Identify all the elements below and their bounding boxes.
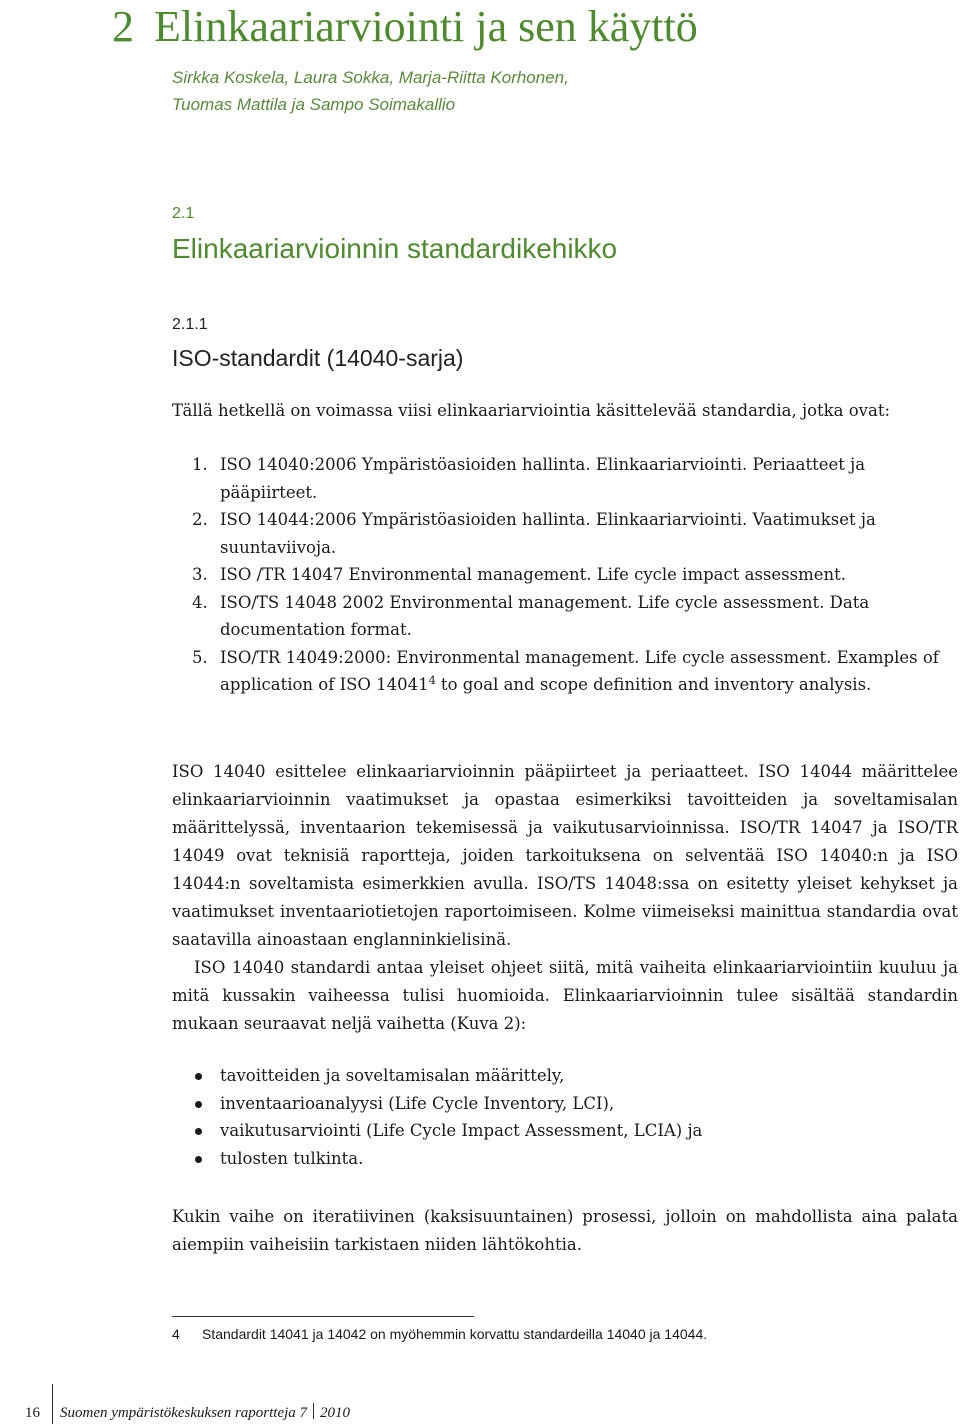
iso-list-item — [192, 644, 960, 699]
running-footer — [60, 1402, 350, 1424]
list-number: 2. — [192, 510, 208, 529]
chapter-title-text: Elinkaariarviointi ja sen käyttö — [154, 2, 698, 51]
subsection-title: ISO-standardit (14040-sarja) — [172, 345, 464, 371]
list-item-text: ISO/TS 14048 2002 Environmental management. Life cycle assessment. Data documentation format. — [220, 592, 870, 639]
body-text — [172, 758, 958, 1038]
phase-list — [192, 1062, 702, 1172]
chapter-number: 2 — [112, 2, 134, 51]
footnote-reference[interactable]: 4 — [428, 674, 436, 687]
footnote-number: 4 — [172, 1326, 180, 1342]
phase-list-item: tulosten tulkinta. — [192, 1145, 702, 1173]
intro-paragraph: Tällä hetkellä on voimassa viisi elinkaariarviointia käsittelevää standardia, jotka ovat: — [172, 401, 891, 420]
iso-list-item — [192, 506, 960, 561]
phase-list-item: vaikutusarviointi (Life Cycle Impact Assessment, LCIA) ja — [192, 1117, 702, 1145]
list-number: 3. — [192, 565, 208, 584]
authors-line-2: Tuomas Mattila ja Sampo Soimakallio — [172, 95, 456, 114]
page-number: 16 — [25, 1405, 40, 1421]
list-item-text: ISO 14040:2006 Ympäristöasioiden hallinta. Elinkaariarviointi. Periaatteet ja pääpiirteet. — [220, 455, 866, 502]
publication-year: 2010 — [320, 1405, 351, 1421]
list-item-text: ISO /TR 14047 Environmental management. Life cycle impact assessment. — [220, 565, 847, 584]
list-number: 4. — [192, 592, 208, 612]
body-paragraph: ISO 14040 esittelee elinkaariarvioinnin pääpiirteet ja periaatteet. ISO 14044 määrittelee elinkaariarvioinnin vaatimukset ja opastaa esimerkiksi tavoitteiden ja soveltamisalan määrittelyssä, inventaarion tekemisessä ja vaikutusarvioinnissa. ISO/TR 14047 ja ISO/TR 14049 ovat teknisiä raportteja, joiden tarkoituksena on selventää ISO 14040:n ja ISO 14044:n soveltamista esimerkkien avulla. ISO/TS 14048:ssa on esitetty yleiset kehykset ja vaatimukset inventaariotietojen raportoimiseen. Kolme viimeiseksi mainittua standardia ovat saatavilla ainoastaan englanninkielisinä. — [172, 762, 958, 949]
footer-separator — [313, 1403, 314, 1419]
footnote — [172, 1324, 707, 1344]
body-paragraph: ISO 14040 standardi antaa yleiset ohjeet siitä, mitä vaiheita elinkaariarviointiin kuuluu ja mitä kussakin vaiheessa tulisi huomioida. Elinkaariarvioinnin tulee sisältää standardin mukaan seuraavat neljä vaihetta (Kuva 2): — [172, 958, 958, 1033]
section-number: 2.1 — [172, 205, 195, 222]
list-number: 5. — [192, 647, 208, 667]
footnote-text: Standardit 14041 ja 14042 on myöhemmin korvattu standardeilla 14040 ja 14044. — [202, 1326, 708, 1342]
phase-list-item: tavoitteiden ja soveltamisalan määrittely, — [192, 1062, 702, 1090]
iso-list-item — [192, 589, 960, 644]
footer-divider — [52, 1384, 53, 1424]
iso-standard-list — [192, 451, 960, 699]
subsection-number: 2.1.1 — [172, 316, 208, 333]
section-title: Elinkaariarvioinnin standardikehikko — [172, 233, 618, 264]
authors-line-1: Sirkka Koskela, Laura Sokka, Marja-Riitta Korhonen, — [172, 68, 569, 87]
list-item-text: ISO/TR 14049:2000: Environmental management. Life cycle assessment. Examples of application of ISO 14041 — [220, 647, 939, 694]
issue-number: 7 — [299, 1405, 308, 1421]
footnote-divider — [172, 1316, 474, 1317]
chapter-authors — [172, 64, 569, 118]
phase-list-item: inventaarioanalyysi (Life Cycle Inventory, LCI), — [192, 1090, 702, 1118]
list-item-text: ISO 14044:2006 Ympäristöasioiden hallinta. Elinkaariarviointi. Vaatimukset ja suuntaviivoja. — [220, 510, 876, 557]
closing-paragraph: Kukin vaihe on iteratiivinen (kaksisuuntainen) prosessi, jolloin on mahdollista aina palata aiempiin vaiheisiin tarkistaen niiden lähtökohtia. — [172, 1207, 958, 1254]
series-title: Suomen ympäristökeskuksen raportteja — [60, 1405, 296, 1421]
iso-list-item — [192, 561, 960, 589]
chapter-title — [112, 2, 698, 52]
list-item-text-continued: to goal and scope definition and inventory analysis. — [435, 675, 872, 694]
iso-list-item — [192, 451, 960, 506]
list-number: 1. — [192, 455, 208, 474]
